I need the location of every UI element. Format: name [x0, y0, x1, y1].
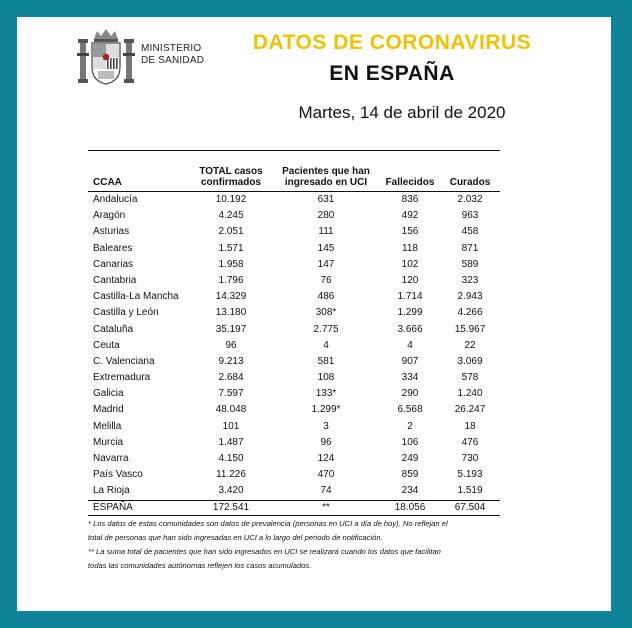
- cell-uci: 3: [323, 420, 329, 432]
- cell-curados: 26.247: [454, 404, 486, 416]
- cell-fallecidos: 1.299: [397, 307, 423, 319]
- table-row: [88, 289, 500, 305]
- header-uci: [274, 166, 378, 188]
- header-casos: [191, 166, 271, 188]
- cell-fallecidos: 334: [401, 372, 419, 384]
- cell-uci: 280: [317, 210, 335, 222]
- table-row: [88, 451, 500, 467]
- footnotes: [88, 517, 588, 573]
- cell-fallecidos: 118: [402, 242, 418, 254]
- cell-ccaa: Murcia: [93, 436, 124, 448]
- cell-fallecidos: 249: [401, 453, 419, 464]
- ministry-line-2: DE SANIDAD: [141, 55, 205, 66]
- table-row: [88, 322, 500, 338]
- cell-curados: 15.967: [454, 323, 486, 335]
- total-casos: 172.541: [212, 501, 250, 513]
- header-casos-line-1: TOTAL casos: [199, 166, 263, 177]
- cell-uci: 111: [318, 226, 334, 238]
- table-row: [88, 467, 500, 483]
- cell-ccaa: Baleares: [93, 242, 133, 254]
- cell-uci: 631: [317, 194, 335, 205]
- table-row: [88, 257, 500, 273]
- cell-ccaa: Cantabria: [93, 274, 137, 286]
- cell-casos: 1.571: [218, 242, 244, 254]
- table-row: [88, 338, 500, 354]
- table-total-row: [88, 500, 500, 516]
- cell-ccaa: Melilla: [93, 420, 122, 432]
- cell-fallecidos: 907: [401, 355, 419, 367]
- ministry-line-1: MINISTERIO: [141, 43, 202, 54]
- cell-ccaa: Asturias: [93, 226, 130, 238]
- cell-ccaa: Cataluña: [93, 323, 134, 335]
- cell-ccaa: Castilla y León: [93, 307, 159, 319]
- cell-uci: 470: [317, 469, 335, 481]
- table-row: [88, 208, 500, 224]
- footnote-2-line-1: ** La suma total de pacientes que han sido ingresados en UCI se realizará cuando los datos que facilitan: [88, 547, 441, 556]
- cell-fallecidos: 6.568: [397, 404, 423, 416]
- cell-uci: 108: [317, 372, 335, 384]
- cell-casos: 9.213: [218, 355, 244, 367]
- document-card: [17, 17, 611, 611]
- cell-ccaa: Galicia: [93, 388, 124, 400]
- cell-fallecidos: 2: [407, 420, 413, 432]
- cell-uci: 145: [317, 242, 335, 254]
- cell-fallecidos: 492: [401, 210, 419, 222]
- cell-curados: 730: [461, 453, 479, 464]
- table-row: [88, 483, 500, 499]
- cell-uci: 74: [320, 485, 332, 497]
- table-row: [88, 273, 500, 289]
- cell-fallecidos: 3.666: [397, 323, 423, 335]
- cell-casos: 10.192: [215, 194, 247, 205]
- cell-casos: 1.487: [218, 436, 244, 448]
- cell-fallecidos: 4: [407, 339, 413, 351]
- cell-casos: 96: [225, 339, 237, 351]
- header-uci-line-2: ingresado en UCI: [284, 177, 368, 188]
- cell-ccaa: C. Valenciana: [93, 355, 155, 367]
- header-casos-line-2: confirmados: [200, 177, 261, 188]
- cell-casos: 11.226: [216, 469, 246, 481]
- cell-uci: 76: [320, 274, 332, 286]
- cell-uci: 2.775: [313, 323, 339, 335]
- footnote-2-line-2: todas las comunidades autónomas reflejen los casos acumulados.: [88, 561, 312, 570]
- cell-uci: 1.299*: [311, 404, 341, 416]
- cell-fallecidos: 102: [401, 258, 419, 270]
- cell-casos: 35.197: [215, 323, 247, 335]
- cell-fallecidos: 1.714: [397, 291, 423, 303]
- cell-curados: 2.943: [457, 291, 483, 303]
- cell-curados: 476: [461, 436, 479, 448]
- cell-curados: 1.519: [457, 485, 483, 497]
- table-row: [88, 241, 500, 257]
- cell-curados: 578: [461, 372, 479, 384]
- header-fallecidos: Fallecidos: [385, 177, 435, 188]
- cell-ccaa: Castilla-La Mancha: [93, 291, 179, 303]
- cell-uci: 96: [320, 436, 332, 448]
- title-line-2: EN ESPAÑA: [329, 62, 455, 85]
- cell-casos: 48.048: [215, 404, 247, 416]
- cell-casos: 4.150: [218, 453, 244, 464]
- table-header: [88, 151, 500, 192]
- cell-fallecidos: 106: [401, 436, 419, 448]
- footnote-1-line-2: total de personas que han sido ingresadas en UCI a lo largo del periodo de notificación.: [88, 533, 383, 542]
- report-date: Martes, 14 de abril de 2020: [298, 103, 506, 122]
- cell-ccaa: Andalucía: [93, 194, 138, 205]
- cell-fallecidos: 836: [401, 194, 419, 205]
- cell-curados: 2.032: [457, 194, 483, 205]
- cell-casos: 1.958: [218, 258, 244, 270]
- cell-curados: 1.240: [457, 388, 483, 400]
- cell-casos: 4.245: [218, 210, 244, 222]
- footnote-1-line-1: * Los datos de estas comunidades son datos de prevalencia (personas en UCI a día de hoy). No reflejan el: [88, 519, 448, 528]
- cell-ccaa: Aragón: [93, 210, 126, 222]
- cell-casos: 3.420: [218, 485, 244, 497]
- data-table: [88, 150, 500, 516]
- cell-curados: 22: [464, 339, 476, 351]
- cell-fallecidos: 290: [401, 388, 419, 400]
- cell-curados: 18: [464, 420, 476, 432]
- cell-ccaa: La Rioja: [93, 485, 130, 497]
- cell-casos: 2.684: [218, 372, 244, 384]
- cell-casos: 14.329: [215, 291, 247, 303]
- cell-uci: 4: [323, 339, 329, 351]
- coat-of-arms-icon: [77, 27, 135, 87]
- total-fallecidos: 18.056: [394, 501, 426, 513]
- cell-uci: 308*: [315, 307, 337, 319]
- cell-fallecidos: 120: [401, 274, 419, 286]
- cell-casos: 2.051: [218, 226, 244, 238]
- table-row: [88, 419, 500, 435]
- cell-fallecidos: 859: [401, 469, 419, 481]
- cell-curados: 5.193: [457, 469, 483, 481]
- cell-uci: 581: [317, 355, 335, 367]
- total-curados: 67.504: [454, 501, 486, 513]
- cell-casos: 1.796: [218, 274, 244, 286]
- cell-curados: 963: [461, 210, 479, 222]
- cell-curados: 3.069: [457, 355, 483, 367]
- cell-ccaa: Ceuta: [93, 339, 120, 351]
- table-row: [88, 386, 500, 402]
- cell-uci: 133*: [315, 388, 337, 400]
- table-row: [88, 402, 500, 418]
- title-line-1: DATOS DE CORONAVIRUS: [252, 31, 532, 54]
- cell-uci: 486: [317, 291, 335, 303]
- cell-ccaa: Navarra: [93, 453, 129, 464]
- total-uci: **: [322, 501, 330, 513]
- table-row: [88, 370, 500, 386]
- cell-casos: 13.180: [215, 307, 247, 319]
- cell-curados: 323: [461, 274, 479, 286]
- cell-curados: 4.266: [457, 307, 483, 319]
- table-row: [88, 435, 500, 451]
- cell-casos: 7.597: [218, 388, 244, 400]
- header-curados: Curados: [449, 177, 491, 188]
- table-row: [88, 305, 500, 321]
- cell-uci: 124: [317, 453, 335, 464]
- cell-ccaa: Canarias: [93, 258, 134, 270]
- table-row: [88, 224, 500, 240]
- table-row: [88, 354, 500, 370]
- cell-curados: 871: [461, 242, 479, 254]
- cell-fallecidos: 234: [401, 485, 419, 497]
- table-body: [88, 192, 500, 500]
- header-uci-line-1: Pacientes que han: [282, 166, 370, 177]
- cell-casos: 101: [222, 420, 240, 432]
- cell-curados: 458: [461, 226, 479, 238]
- table-row: [88, 192, 500, 208]
- header-ccaa: CCAA: [93, 177, 122, 188]
- cell-ccaa: País Vasco: [93, 469, 143, 481]
- cell-ccaa: Extremadura: [93, 372, 151, 384]
- cell-fallecidos: 156: [401, 226, 419, 238]
- cell-curados: 589: [461, 258, 479, 270]
- cell-ccaa: Madrid: [93, 404, 124, 416]
- cell-uci: 147: [317, 258, 335, 270]
- total-ccaa: ESPAÑA: [93, 501, 133, 513]
